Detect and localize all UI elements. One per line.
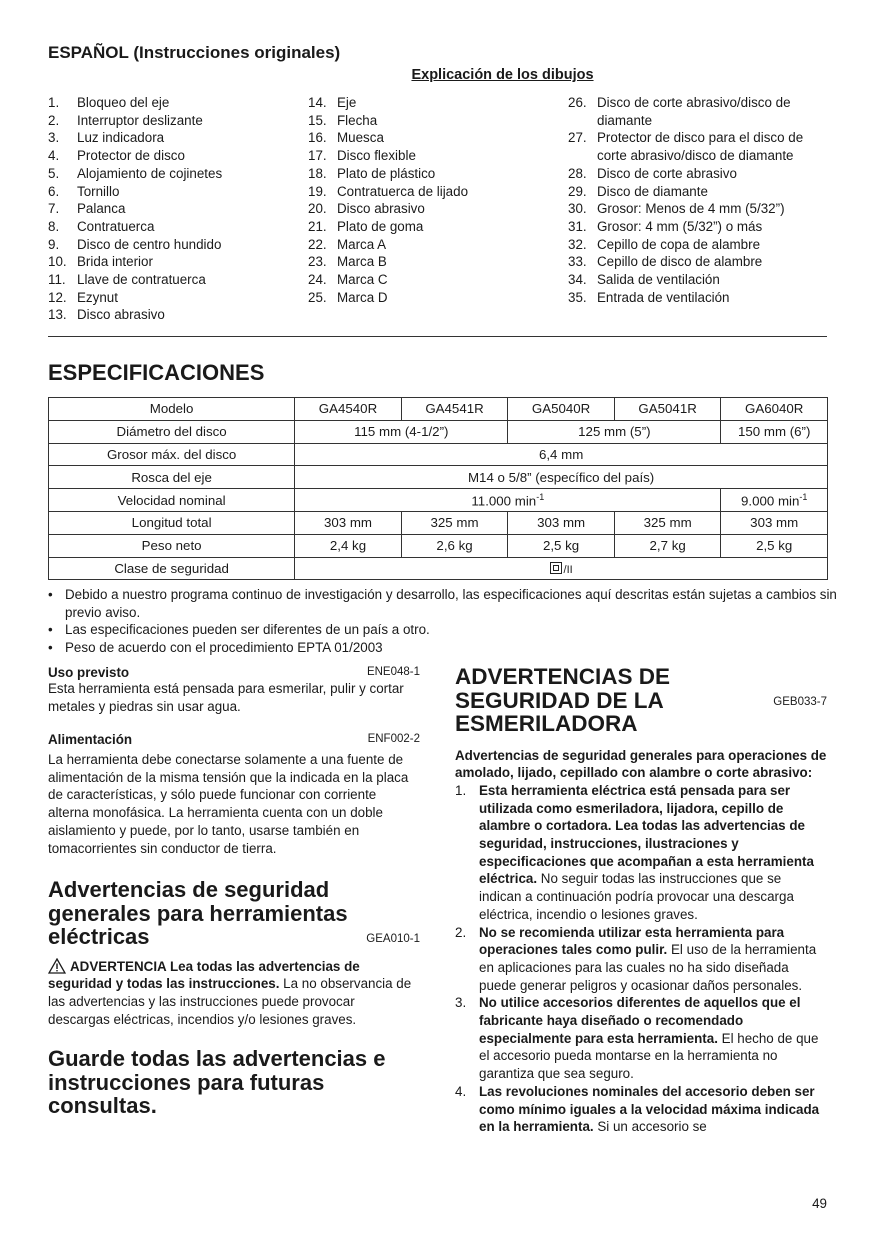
table-row [49,398,828,421]
intended-use-section [48,665,420,715]
specifications-heading: ESPECIFICACIONES [48,360,265,385]
table-cell: 11.000 $\min^{-1}$ [295,489,721,512]
legend-column-1 [48,94,298,324]
list-item: 29. Disco de diamante [568,183,708,199]
list-item: 18. Plato de plástico [308,165,436,181]
list-item: 10. Brida interior [48,254,153,270]
list-item: 5. Alojamiento de cojinetes [48,165,223,181]
page-number: 49 [812,1196,827,1211]
grinder-warnings-list [455,782,827,1136]
table-cell: 303 mm [721,511,828,534]
table-cell: 2,7 kg [614,534,721,557]
list-item: • Las especificaciones pueden ser diferentes de un país a otro. [48,622,430,637]
list-item: 1. Esta herramienta eléctrica está pensada para ser utilizada como esmeriladora, lijadora, cepillo de alambre o cortadora. Lea todas las advertencias de seguridad, instrucciones, ilustraciones y especificaciones que acompañan a esta herramienta eléctrica. No seguir todas las instrucciones que se indican a continuación podría provocar una descarga eléctrica, incendio o lesiones graves. [455,782,814,922]
table-cell: 2,4 kg [295,534,402,557]
grinder-warnings-heading: ADVERTENCIAS DE SEGURIDAD DE LA ESMERILADORA [455,664,671,736]
general-warning-text: ADVERTENCIA Lea todas las advertencias de seguridad y todas las instrucciones. La no observancia de las advertencias y las instrucciones puede provocar descargas eléctricas, incendios y/o lesiones graves. [48,958,412,1027]
list-item: 22. Marca A [308,236,387,252]
list-item: 7. Palanca [48,201,126,217]
table-row [49,557,828,580]
table-cell: 115 mm (4-1/2”) [295,420,508,443]
list-item: • Peso de acuerdo con el procedimiento EPTA 01/2003 [48,639,383,655]
list-item: 32. Cepillo de copa de alambre [568,236,761,252]
table-cell: M14 o 5/8” (específico del país) [295,466,828,489]
grinder-warnings-intro: Advertencias de seguridad generales para operaciones de amolado, lijado, cepillado con alambre o corte abrasivo: [455,747,827,781]
table-cell: 2,6 kg [401,534,508,557]
list-item: 4. Protector de disco [48,148,185,164]
section-code: GEB033-7 [773,696,827,708]
list-item: 19. Contratuerca de lijado [308,183,469,199]
list-item: 34. Salida de ventilación [568,272,720,288]
table-cell: 6,4 mm [295,443,828,466]
list-item: 2. No se recomienda utilizar esta herramienta para operaciones tales como pulir. El uso de la herramienta en aplicaciones para las cuales no ha sido diseñada puede generar peligros y ocasionar daños personales. [455,924,817,993]
table-cell: 303 mm [295,511,402,534]
bullet-icon: • [48,622,53,637]
list-item: 31. Grosor: 4 mm (5/32”) o más [568,218,763,234]
warning-icon [48,958,66,974]
list-item: 3. No utilice accesorios diferentes de aquellos que el fabricante haya diseñado o recomendado especialmente para esta herramienta. El hecho de que el accesorio pueda montarse en la herramienta no garantiza que sea seguro. [455,995,819,1082]
list-item: 13. Disco abrasivo [48,307,165,323]
table-cell: 2,5 kg [508,534,615,557]
general-warnings-section [48,878,420,1028]
list-item: 16. Muesca [308,130,384,146]
table-cell: 325 mm [401,511,508,534]
list-item: 15. Flecha [308,112,378,128]
list-item: 1. Bloqueo del eje [48,95,170,110]
section-code: ENE048-1 [366,666,420,678]
list-item: 28. Disco de corte abrasivo [568,165,737,181]
table-cell: GA4540R [295,398,402,421]
table-cell: Modelo [49,398,295,421]
table-cell: GA6040R [721,398,828,421]
list-item: 3. Luz indicadora [48,130,165,146]
list-item: 12. Ezynut [48,289,118,305]
list-item: 17. Disco flexible [308,148,416,164]
power-supply-text: La herramienta debe conectarse solamente a una fuente de alimentación de la misma tensión que la indicada en la placa de características, y sólo puede funcionar con corriente alterna monofásica. La herramienta cuenta con un doble aislamiento y puede, por lo tanto, usarse también en tomacorrientes sin conductor de tierra. [48,752,409,856]
table-cell: GA5040R [508,398,615,421]
table-row [49,489,828,512]
list-item: 33. Cepillo de disco de alambre [568,254,763,270]
table-row [49,511,828,534]
list-item: 20. Disco abrasivo [308,201,425,217]
spec-notes [48,586,838,656]
list-item: 8. Contratuerca [48,218,155,234]
list-item: • Debido a nuestro programa continuo de investigación y desarrollo, las especificaciones aquí descritas están sujetas a cambios sin previo aviso. [48,587,837,620]
power-supply-title: Alimentación [48,732,133,747]
section-divider [48,336,827,337]
list-item: 27. Protector de disco para el disco de corte abrasivo/disco de diamante [568,130,804,164]
drawings-explanation-label: Explicación de los dibujos [411,67,594,83]
section-code: ENF002-2 [367,733,420,745]
table-row [49,466,828,489]
save-instructions-heading: Guarde todas las advertencias e instrucciones para futuras consultas. [48,1046,386,1118]
drawings-explanation-title [0,67,875,83]
table-cell: 150 mm (6”) [721,420,828,443]
specifications-table [48,397,828,580]
intended-use-text: Esta herramienta está pensada para esmerilar, pulir y cortar metales y piedras sin usar agua. [48,681,404,714]
table-cell: Longitud total [49,511,295,534]
table-cell: Diámetro del disco [49,420,295,443]
list-item: 35. Entrada de ventilación [568,289,730,305]
list-item: 21. Plato de goma [308,218,424,234]
list-item: 24. Marca C [308,272,388,288]
table-cell: Velocidad nominal [49,489,295,512]
list-item: 25. Marca D [308,289,388,305]
table-cell: Peso neto [49,534,295,557]
power-supply-section [48,732,420,857]
list-item: 14. Eje [308,95,357,110]
save-instructions-section [48,1047,420,1118]
table-cell: Clase de seguridad [49,557,295,580]
legend-column-3 [568,94,828,306]
table-cell: 2,5 kg [721,534,828,557]
table-cell: GA4541R [401,398,508,421]
list-item: 9. Disco de centro hundido [48,236,222,252]
list-item: 4. Las revoluciones nominales del accesorio deben ser como mínimo iguales a la velocidad máxima indicada en la herramienta. Si un accesorio se [455,1083,820,1135]
table-cell: Grosor máx. del disco [49,443,295,466]
table-cell: 325 mm [614,511,721,534]
table-cell: GA5041R [614,398,721,421]
list-item: 6. Tornillo [48,183,120,199]
list-item: 11. Llave de contratuerca [48,272,206,288]
section-code: GEA010-1 [366,933,420,945]
table-cell: Rosca del eje [49,466,295,489]
intended-use-title: Uso previsto [48,665,130,680]
general-warnings-heading: Advertencias de seguridad generales para herramientas eléctricas [48,877,348,949]
table-row [49,420,828,443]
list-item: 2. Interruptor deslizante [48,112,203,128]
table-cell: /II [295,557,828,580]
list-item: 23. Marca B [308,254,387,270]
double-insulation-icon [550,562,562,574]
bullet-icon: • [48,587,53,602]
table-cell: 125 mm (5”) [508,420,721,443]
list-item: 30. Grosor: Menos de 4 mm (5/32”) [568,201,785,217]
legend-column-2 [308,94,558,306]
language-title: ESPAÑOL (Instrucciones originales) [48,43,341,62]
table-cell: 9.000 $\min^{-1}$ [721,489,828,512]
grinder-warnings-section [455,665,827,1136]
bullet-icon: • [48,639,53,655]
table-row [49,443,828,466]
table-cell: 303 mm [508,511,615,534]
table-row [49,534,828,557]
list-item: 26. Disco de corte abrasivo/disco de diamante [568,95,791,128]
